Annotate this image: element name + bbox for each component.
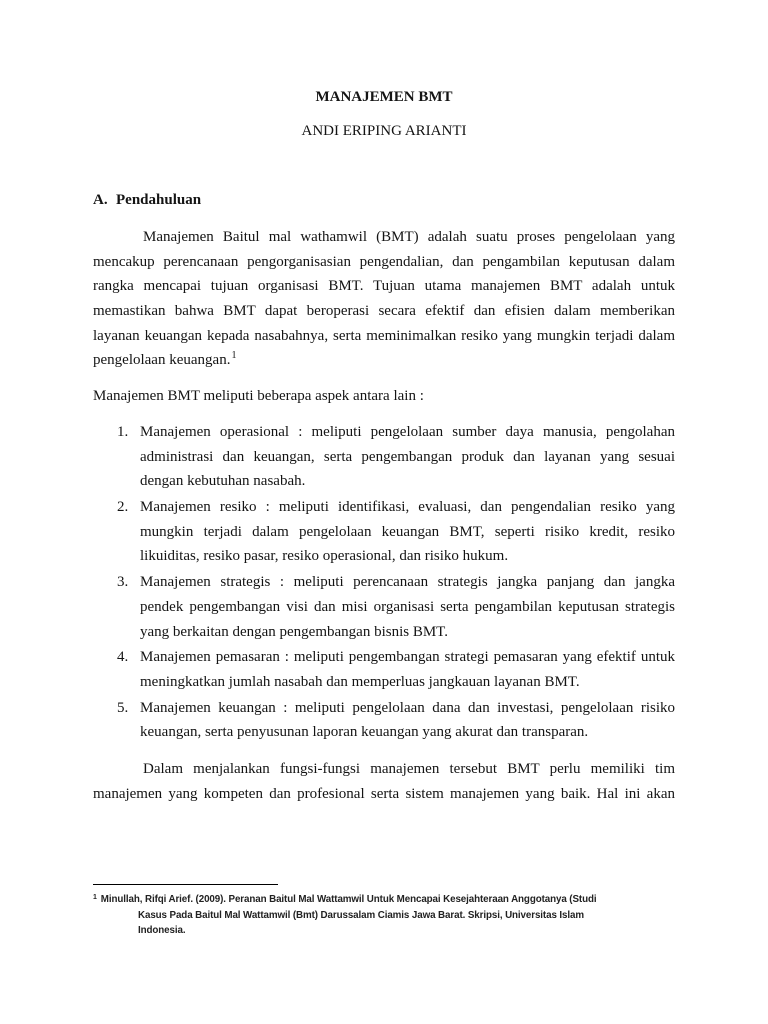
list-item: [93, 645, 675, 694]
section-heading: [93, 188, 201, 212]
paragraph-line: [93, 348, 675, 373]
list-item-line: Manajemen keuangan : meliputi pengelolaan dana dan investasi, pengelolaan risiko: [140, 699, 675, 716]
footnote-marker: 1: [93, 894, 97, 901]
footnote: [93, 892, 693, 938]
list-item: [93, 570, 675, 644]
paragraph-line: manajemen yang kompeten dan profesional serta sistem manajemen yang baik. Hal ini akan: [93, 785, 675, 802]
paragraph-line: Dalam menjalankan fungsi-fungsi manajemen tersebut BMT perlu memiliki tim: [143, 761, 675, 777]
list-item-line: meningkatkan jumlah nasabah dan memperluas jangkauan layanan BMT.: [140, 673, 580, 690]
footnote-line: Indonesia.: [138, 925, 186, 936]
footnote-separator: [93, 884, 278, 885]
document-title: MANAJEMEN BMT: [315, 89, 453, 105]
list-item-line: yang berkaitan dengan pengembangan bisnis BMT.: [140, 623, 448, 640]
list-item-number: 2.: [117, 499, 129, 516]
paragraph-line: layanan keuangan kepada nasabahnya, serta meminimalkan resiko yang mungkin terjadi dalam: [93, 327, 675, 344]
section-number: A.: [93, 192, 108, 208]
list-item: [93, 696, 675, 745]
footnote-line-text: Minullah, Rifqi Arief. (2009). Peranan Baitul Mal Wattamwil Untuk Mencapai Kesejahteraan Anggotanya (Studi: [100, 894, 597, 905]
list-item-number: 4.: [117, 649, 129, 666]
section-title: Pendahuluan: [116, 192, 202, 208]
list-item: [93, 495, 675, 569]
paragraph-line: rangka mencapai tujuan organisasi BMT. Tujuan utama manajemen BMT adalah untuk: [93, 278, 675, 295]
footnote-reference: 1: [231, 350, 237, 362]
list-item-line: keuangan, serta penyusunan laporan keuangan yang akurat dan transparan.: [140, 724, 589, 741]
list-item-line: Manajemen resiko : meliputi identifikasi, evaluasi, dan pengendalian resiko yang: [140, 499, 675, 516]
list-item-line: likuiditas, resiko pasar, resiko operasional, dan risiko hukum.: [140, 548, 509, 565]
paragraph-line: Manajemen Baitul mal wathamwil (BMT) adalah suatu proses pengelolaan yang: [143, 229, 675, 245]
list-item-number: 3.: [117, 574, 129, 591]
list-item-line: pendek pengembangan visi dan misi organisasi serta pengambilan keputusan strategis: [140, 598, 675, 615]
list-intro-text: Manajemen BMT meliputi beberapa aspek antara lain :: [93, 388, 424, 404]
closing-paragraph: [93, 757, 675, 806]
list-item-line: administrasi dan keuangan, serta pengembangan produk dan layanan yang sesuai: [140, 448, 675, 465]
list-item-line: dengan kebutuhan nasabah.: [140, 473, 306, 490]
list-item-line: Manajemen pemasaran : meliputi pengembangan strategi pemasaran yang efektif untuk: [140, 649, 675, 666]
list-item-line: mungkin terjadi dalam pengelolaan keuangan BMT, seperti risiko kredit, resiko: [140, 523, 675, 540]
paragraph-line: memastikan bahwa BMT dapat beroperasi secara efektif dan efisien dalam memberikan: [93, 303, 675, 320]
list-item-line: Manajemen operasional : meliputi pengelolaan sumber daya manusia, pengolahan: [140, 424, 675, 440]
aspects-list: [93, 420, 675, 746]
list-item: [93, 420, 675, 494]
footnote-line: Kasus Pada Baitul Mal Wattamwil (Bmt) Darussalam Ciamis Jawa Barat. Skripsi, Universitas Islam: [138, 910, 584, 921]
list-item-number: 5.: [117, 699, 129, 716]
list-item-number: 1.: [117, 424, 129, 440]
paragraph-line: mencakup perencanaan pengorganisasian pengendalian, dan pengambilan keputusan dalam: [93, 253, 675, 270]
list-item-line: Manajemen strategis : meliputi perencanaan strategis jangka panjang dan jangka: [140, 574, 675, 591]
footnote-line: [93, 892, 693, 908]
paragraph-line-text: pengelolaan keuangan.: [93, 352, 231, 369]
document-author: ANDI ERIPING ARIANTI: [301, 123, 467, 139]
intro-paragraph: [93, 225, 675, 373]
